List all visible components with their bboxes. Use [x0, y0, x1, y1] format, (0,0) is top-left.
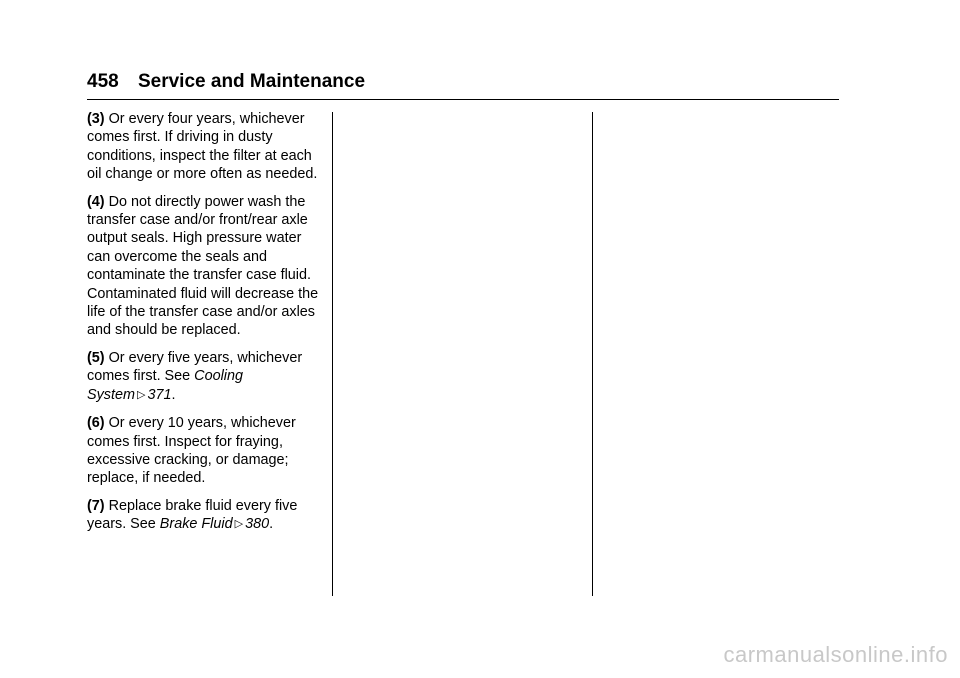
footnote-text: Or every five years, whichever comes first. See: [87, 349, 303, 385]
footnotes-column: [87, 110, 323, 544]
column-divider-left: [332, 112, 333, 596]
header-divider: [87, 99, 839, 100]
page-reference-arrow-icon: ▷: [136, 388, 146, 401]
footnote-6: [87, 414, 323, 488]
footnote-3: [87, 110, 323, 184]
section-title: Service and Maintenance: [137, 71, 366, 92]
footnote-text: Or every 10 years, whichever comes first. Inspect for fraying, excessive cracking, or damage; replace, if needed.: [87, 415, 296, 487]
footnote-5: [87, 349, 323, 405]
page-number: 458: [87, 71, 119, 92]
page-header: [87, 70, 839, 94]
cooling-system-reference[interactable]: Cooling System: [87, 368, 243, 403]
footnote-text: Or every four years, whichever comes first. If driving in dusty conditions, inspect the filter at each oil change or more often as needed.: [87, 111, 318, 183]
footnote-number: (6): [87, 415, 105, 432]
reference-page-number[interactable]: 371: [147, 386, 172, 403]
footnote-text: Replace brake fluid every five years. See: [87, 497, 298, 533]
footnote-tail: .: [269, 516, 274, 533]
page-reference-arrow-icon: ▷: [234, 518, 244, 531]
footnote-4: [87, 193, 323, 340]
footnote-tail: .: [171, 386, 176, 403]
site-watermark: carmanualsonline.info: [723, 642, 948, 667]
footnote-text: Do not directly power wash the transfer case and/or front/rear axle output seals. High pressure water can overcome the seals and contaminate the transfer case fluid. Contaminated fluid will decrease the life of the transfer case and/or axles and should be replaced.: [87, 193, 319, 339]
column-divider-right: [592, 112, 593, 596]
footnote-number: (4): [87, 193, 105, 210]
footnote-number: (5): [87, 349, 105, 366]
footnote-7: [87, 497, 323, 535]
footnote-number: (3): [87, 111, 105, 127]
footnote-number: (7): [87, 497, 105, 514]
brake-fluid-reference[interactable]: Brake Fluid: [159, 516, 233, 533]
reference-page-number[interactable]: 380: [245, 516, 270, 533]
